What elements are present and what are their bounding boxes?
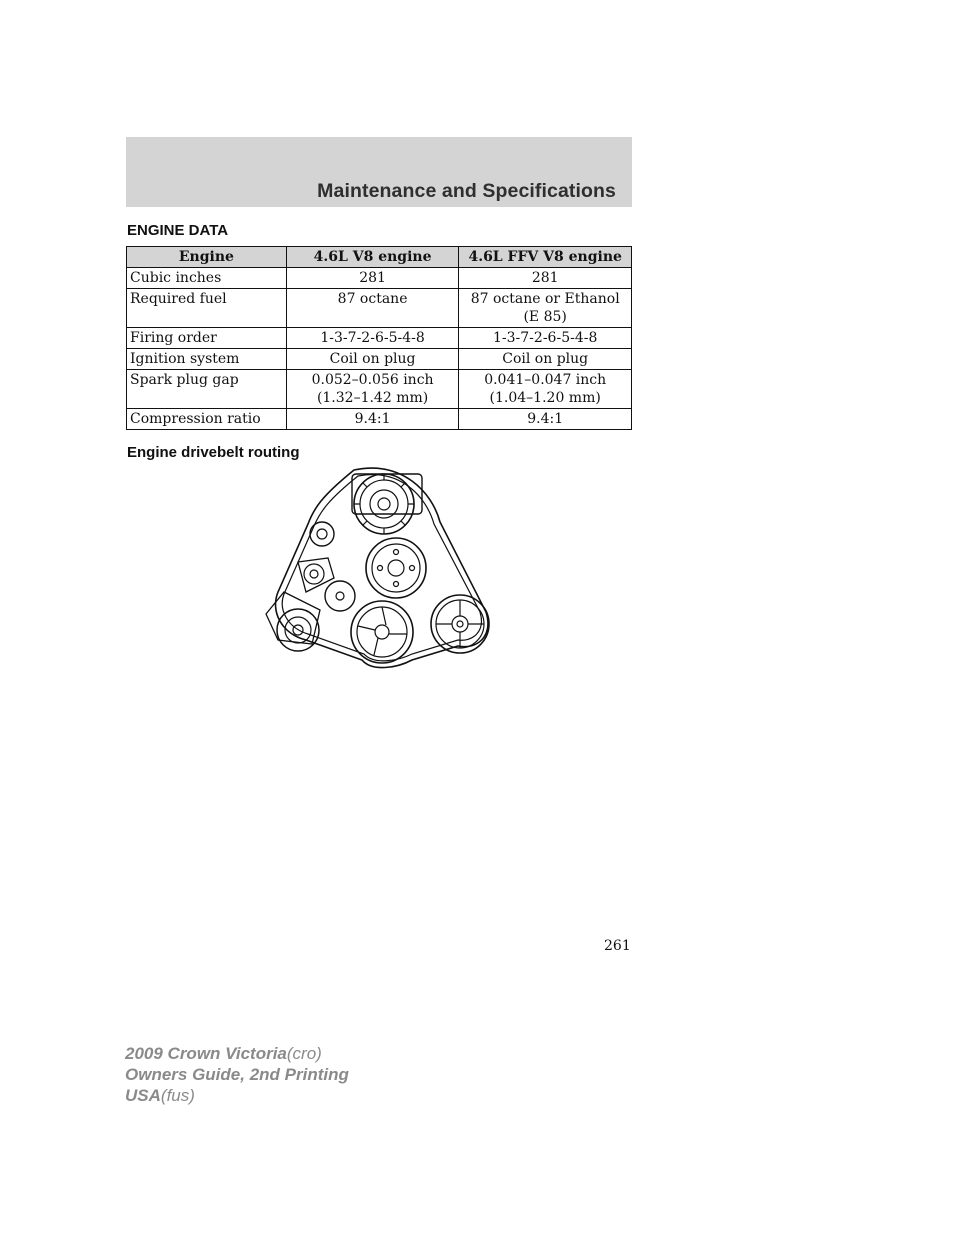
power-steering-pulley [266,592,320,651]
engine-data-table [126,246,632,430]
table-cell: Coil on plug [286,349,459,370]
crankshaft-pulley [351,601,413,663]
ac-compressor-pulley [431,595,489,653]
footer [125,1043,349,1106]
footer-market: USA [125,1086,161,1105]
page-header-title: Maintenance and Specifications [317,180,616,202]
diagram-title: Engine drivebelt routing [127,444,300,461]
idler-pulley [310,522,334,546]
page-number: 261 [604,938,631,954]
table-cell: 87 octane [286,289,459,328]
table-cell: 9.4:1 [459,409,632,430]
table-header-row [127,247,632,268]
table-cell: 281 [459,268,632,289]
table-cell: 0.052–0.056 inch (1.32–1.42 mm) [286,370,459,409]
table-row [127,268,632,289]
table-row [127,328,632,349]
table-row [127,289,632,328]
table-row [127,370,632,409]
section-title: ENGINE DATA [127,222,229,239]
table-cell: 9.4:1 [286,409,459,430]
table-cell: 1-3-7-2-6-5-4-8 [459,328,632,349]
footer-line-2: Owners Guide, 2nd Printing [125,1065,349,1084]
header-band [126,137,632,207]
footer-market-code: (fus) [160,1086,195,1105]
table-cell: 0.041–0.047 inch (1.04–1.20 mm) [459,370,632,409]
table-cell: Ignition system [127,349,287,370]
column-header: Engine [127,247,287,268]
table-cell: Required fuel [127,289,287,328]
table-cell: Cubic inches [127,268,287,289]
column-header: 4.6L V8 engine [286,247,459,268]
table-cell: 281 [286,268,459,289]
table-cell: Spark plug gap [127,370,287,409]
footer-line-1 [125,1043,349,1064]
table-cell: Compression ratio [127,409,287,430]
water-pump-pulley [366,538,426,598]
drivebelt-routing-diagram [262,462,496,676]
table-cell: Coil on plug [459,349,632,370]
column-header: 4.6L FFV V8 engine [459,247,632,268]
footer-model: 2009 Crown Victoria [125,1044,287,1063]
table-cell: Firing order [127,328,287,349]
footer-model-code: (cro) [286,1044,322,1063]
footer-line-3 [125,1085,349,1106]
table-cell: 1-3-7-2-6-5-4-8 [286,328,459,349]
table-row [127,409,632,430]
table-cell: 87 octane or Ethanol (E 85) [459,289,632,328]
table-row [127,349,632,370]
alternator-pulley [352,474,422,534]
